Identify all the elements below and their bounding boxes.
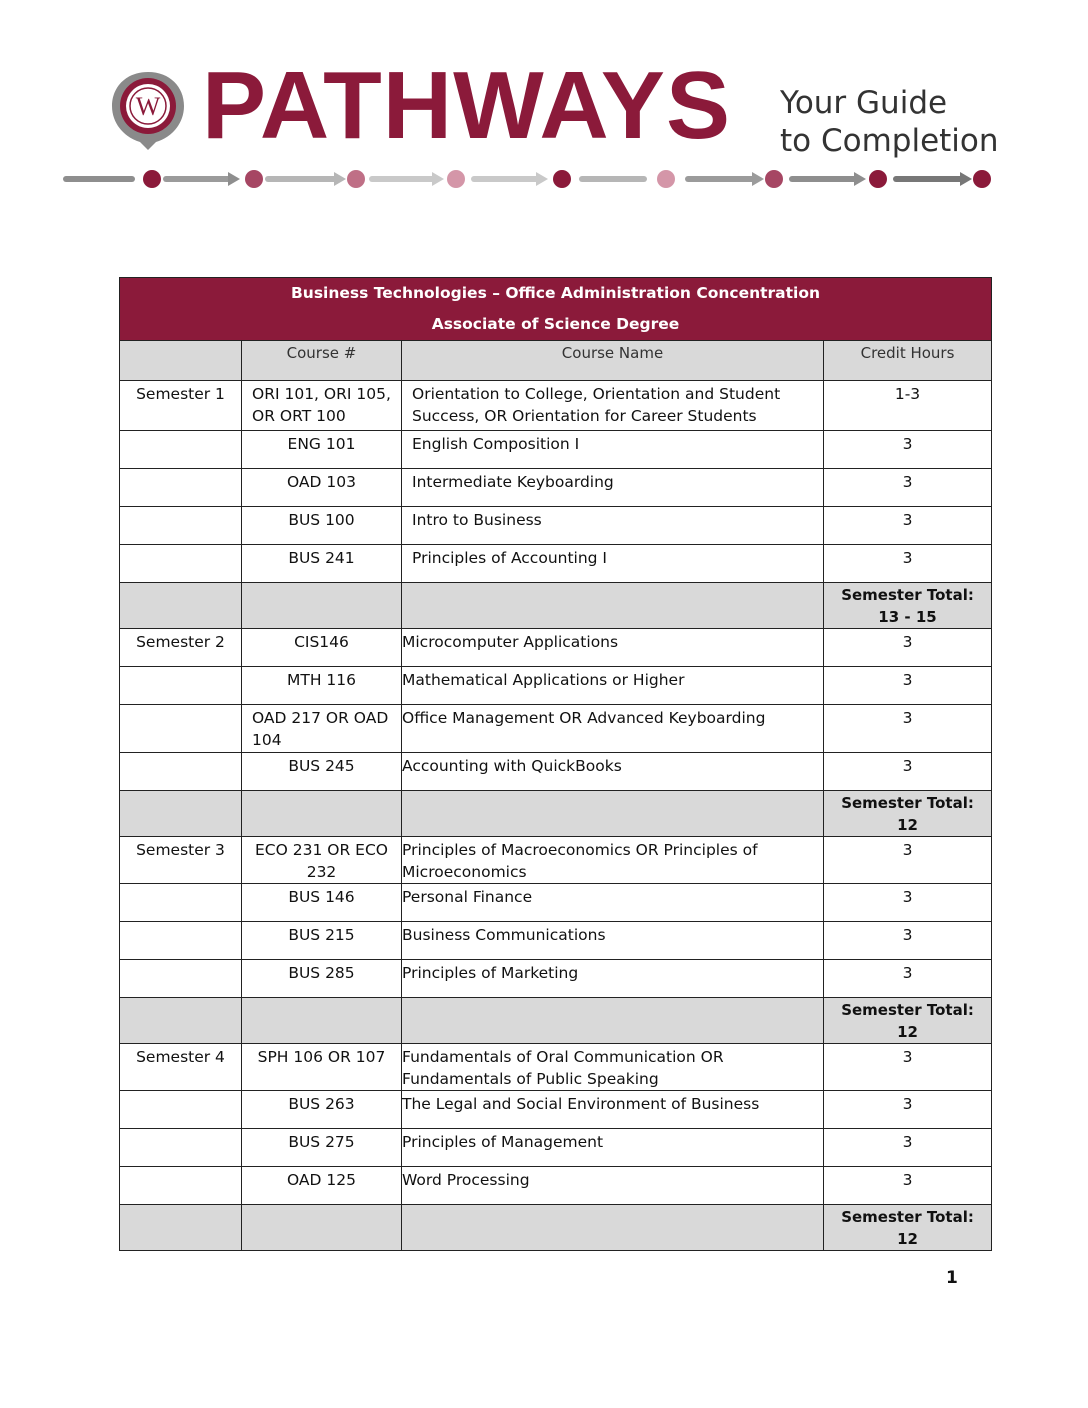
course-number: BUS 285 [242,960,402,998]
credit-hours: 3 [824,431,992,469]
credit-hours: 3 [824,960,992,998]
pathways-logo [62,52,999,196]
course-row [120,381,992,431]
course-row [120,507,992,545]
semester-total-value: 12 [897,816,918,834]
semester-total-value: 12 [897,1230,918,1248]
course-row [120,431,992,469]
credit-hours: 3 [824,545,992,583]
semester-label: Semester 1 [120,381,242,431]
semester-total-row [120,998,992,1044]
header-course-name: Course Name [402,341,824,381]
course-name: The Legal and Social Environment of Business [402,1091,824,1129]
course-number: ENG 101 [242,431,402,469]
semester-label [120,545,242,583]
total-row-blank-cell [120,1205,242,1251]
semester-label [120,960,242,998]
total-row-blank-cell [120,791,242,837]
semester-total-value: 13 - 15 [878,608,937,626]
semester-total-label: Semester Total: [841,1208,974,1226]
course-number: BUS 241 [242,545,402,583]
total-row-blank-cell [120,583,242,629]
credit-hours: 3 [824,507,992,545]
credit-hours: 1-3 [824,381,992,431]
semester-label: Semester 2 [120,629,242,667]
credit-hours: 3 [824,922,992,960]
course-name: Accounting with QuickBooks [402,753,824,791]
total-row-blank-cell [242,583,402,629]
course-number: BUS 100 [242,507,402,545]
course-row [120,1129,992,1167]
tagline-line-1: Your Guide [780,85,948,121]
course-number: OAD 103 [242,469,402,507]
course-number: MTH 116 [242,667,402,705]
course-row [120,469,992,507]
course-name: Fundamentals of Oral Communication OR Fundamentals of Public Speaking [402,1044,824,1091]
course-name: Principles of Management [402,1129,824,1167]
course-number: SPH 106 OR 107 [242,1044,402,1091]
page-number: 1 [946,1268,958,1288]
header-semester [120,341,242,381]
semester-label [120,753,242,791]
credit-hours: 3 [824,1129,992,1167]
course-row [120,1044,992,1091]
course-name: Principles of Macroeconomics OR Principles of Microeconomics [402,837,824,884]
course-number: ORI 101, ORI 105, OR ORT 100 [242,381,402,431]
course-number: OAD 125 [242,1167,402,1205]
course-name: Word Processing [402,1167,824,1205]
logo-wordmark: PATHWAYS [202,52,731,159]
course-name: Principles of Accounting I [402,545,824,583]
semester-label [120,922,242,960]
program-title [120,278,992,341]
course-row [120,667,992,705]
course-number: BUS 275 [242,1129,402,1167]
semester-label [120,431,242,469]
course-name: Principles of Marketing [402,960,824,998]
course-number: BUS 263 [242,1091,402,1129]
total-row-blank-cell [242,791,402,837]
course-row [120,753,992,791]
credit-hours: 3 [824,667,992,705]
course-row [120,922,992,960]
credit-hours: 3 [824,1167,992,1205]
total-row-blank-cell [402,791,824,837]
semester-total [824,998,992,1044]
table-header-row [120,341,992,381]
course-row [120,545,992,583]
semester-label [120,1167,242,1205]
semester-label: Semester 4 [120,1044,242,1091]
semester-label [120,884,242,922]
course-name: Business Communications [402,922,824,960]
course-row [120,629,992,667]
semester-total-label: Semester Total: [841,794,974,812]
course-name: Personal Finance [402,884,824,922]
semester-total-label: Semester Total: [841,1001,974,1019]
course-number: ECO 231 OR ECO 232 [242,837,402,884]
semester-label [120,667,242,705]
total-row-blank-cell [242,998,402,1044]
credit-hours: 3 [824,469,992,507]
total-row-blank-cell [120,998,242,1044]
course-number: BUS 215 [242,922,402,960]
course-name: Mathematical Applications or Higher [402,667,824,705]
semester-total-row [120,583,992,629]
credit-hours: 3 [824,705,992,753]
pathway-arrow-line [62,164,998,194]
semester-total-label: Semester Total: [841,586,974,604]
semester-label [120,469,242,507]
college-emblem-icon [108,70,188,150]
credit-hours: 3 [824,629,992,667]
course-name: Office Management OR Advanced Keyboarding [402,705,824,753]
header-course-number: Course # [242,341,402,381]
emblem-letter: W [135,92,161,121]
course-number: OAD 217 OR OAD 104 [242,705,402,753]
semester-total-row [120,1205,992,1251]
course-name: English Composition I [402,431,824,469]
course-row [120,1167,992,1205]
semester-total [824,791,992,837]
total-row-blank-cell [242,1205,402,1251]
course-name: Intermediate Keyboarding [402,469,824,507]
total-row-blank-cell [402,1205,824,1251]
course-row [120,960,992,998]
tagline-line-2: to Completion [780,123,999,159]
total-row-blank-cell [402,583,824,629]
semester-label [120,705,242,753]
credit-hours: 3 [824,1044,992,1091]
course-number: BUS 146 [242,884,402,922]
course-row [120,884,992,922]
semester-label: Semester 3 [120,837,242,884]
semester-label [120,1091,242,1129]
course-row [120,705,992,753]
credit-hours: 3 [824,753,992,791]
program-title-line-2: Associate of Science Degree [431,315,680,333]
program-plan-table [119,277,992,1251]
header-credit-hours: Credit Hours [824,341,992,381]
course-name: Microcomputer Applications [402,629,824,667]
semester-total [824,1205,992,1251]
credit-hours: 3 [824,1091,992,1129]
total-row-blank-cell [402,998,824,1044]
semester-label [120,1129,242,1167]
semester-total-row [120,791,992,837]
course-number: BUS 245 [242,753,402,791]
credit-hours: 3 [824,837,992,884]
course-row [120,837,992,884]
course-name: Orientation to College, Orientation and Student Success, OR Orientation for Career Students [402,381,824,431]
logo-tagline [780,84,999,160]
course-row [120,1091,992,1129]
semester-label [120,507,242,545]
semester-total-value: 12 [897,1023,918,1041]
program-title-line-1: Business Technologies – Office Administration Concentration [290,284,821,302]
course-number: CIS146 [242,629,402,667]
semester-total [824,583,992,629]
credit-hours: 3 [824,884,992,922]
course-name: Intro to Business [402,507,824,545]
